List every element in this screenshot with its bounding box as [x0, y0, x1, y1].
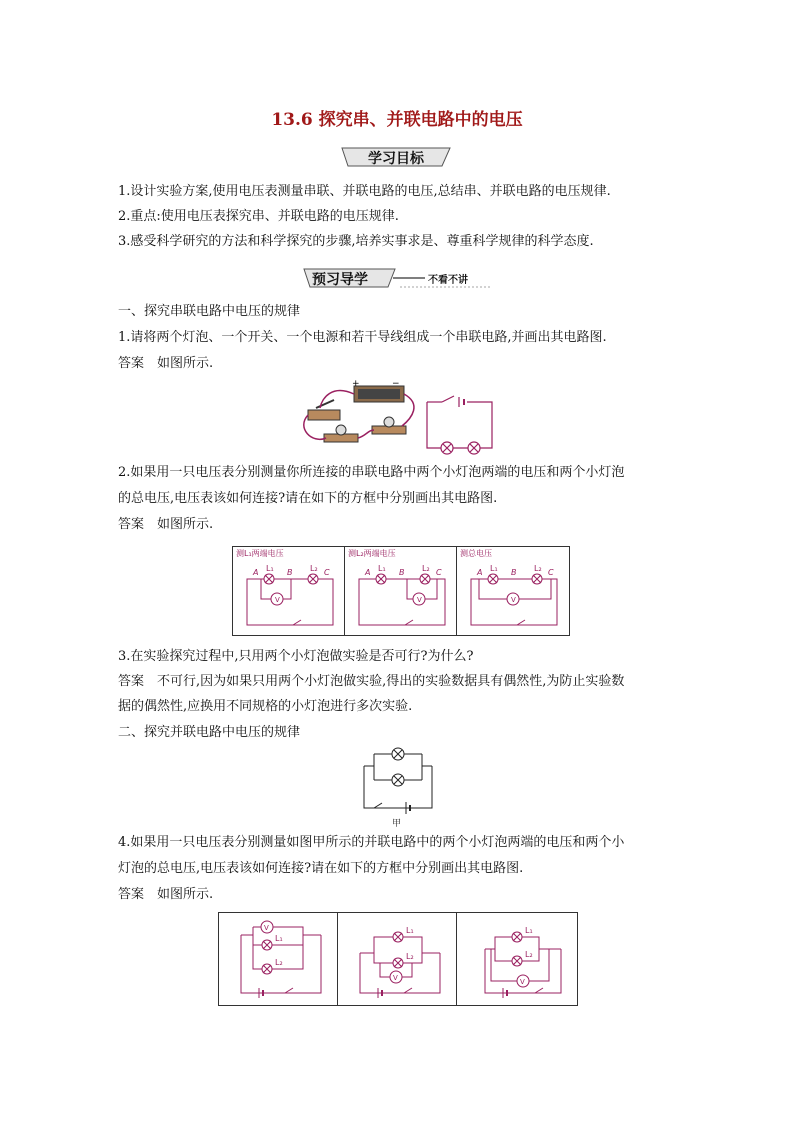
answer-1: 答案 如图所示. — [118, 356, 214, 371]
preview-banner — [300, 265, 496, 291]
svg-text:+: + — [352, 379, 360, 389]
series-schematic — [427, 396, 492, 454]
svg-text:L₂: L₂ — [406, 952, 414, 961]
panel-l1 — [233, 547, 345, 635]
panel-l2-circuit — [345, 547, 456, 635]
svg-text:L₂: L₂ — [275, 958, 283, 967]
goal-2: 2.重点:使用电压表探究串、并联电路的电压规律. — [118, 209, 399, 224]
goals-banner — [338, 144, 454, 170]
svg-text:B: B — [511, 568, 517, 577]
parallel-panel-1 — [219, 913, 338, 1005]
svg-text:B: B — [399, 568, 405, 577]
answer-3-line-1: 答案 不可行,因为如果只用两个小灯泡做实验,得出的实验数据具有偶然性,为防止实验数 — [118, 674, 625, 689]
svg-text:V: V — [393, 974, 398, 982]
svg-text:C: C — [324, 568, 330, 577]
figure-jia-caption: 甲 — [392, 819, 402, 828]
answer-3-line-2: 据的偶然性,应换用不同规格的小灯泡进行多次实验. — [118, 699, 413, 714]
bulb-photo-2 — [372, 417, 406, 434]
svg-text:V: V — [264, 924, 269, 932]
svg-text:C: C — [436, 568, 442, 577]
svg-text:V: V — [511, 596, 516, 604]
svg-text:L₁: L₁ — [275, 934, 283, 943]
svg-text:L₁: L₁ — [378, 564, 386, 573]
parallel-panel-1-circuit — [219, 913, 337, 1005]
battery-photo — [352, 379, 404, 402]
question-4-line-1: 4.如果用一只电压表分别测量如图甲所示的并联电路中的两个小灯泡两端的电压和两个小 — [118, 835, 625, 850]
svg-text:C: C — [548, 568, 554, 577]
parallel-panel-2 — [338, 913, 457, 1005]
panel-l1-label: 测L₁两端电压 — [236, 549, 284, 558]
svg-text:L₁: L₁ — [490, 564, 498, 573]
svg-text:L₂: L₂ — [310, 564, 318, 573]
parallel-panel-2-circuit — [338, 913, 456, 1005]
panel-total-label: 测总电压 — [460, 549, 492, 558]
goal-3: 3.感受科学研究的方法和科学探究的步骤,培养实事求是、尊重科学规律的科学态度. — [118, 234, 594, 249]
panel-l2-label: 测L₂两端电压 — [348, 549, 396, 558]
panel-l2 — [345, 547, 457, 635]
svg-text:A: A — [253, 568, 259, 577]
parallel-panel-3-circuit — [457, 913, 577, 1005]
parallel-panel-3 — [457, 913, 577, 1005]
svg-text:L₂: L₂ — [422, 564, 430, 573]
svg-text:A: A — [365, 568, 371, 577]
svg-text:L₁: L₁ — [406, 926, 414, 935]
page-title: 13.6 探究串、并联电路中的电压 — [271, 110, 523, 130]
switch-photo — [308, 400, 340, 420]
bulb-photo-1 — [324, 425, 358, 442]
panel-total-circuit — [457, 547, 569, 635]
question-2-line-1: 2.如果用一只电压表分别测量你所连接的串联电路中两个小灯泡两端的电压和两个小灯泡 — [118, 465, 625, 480]
parallel-circuit-jia — [360, 746, 436, 828]
series-circuit-figure — [292, 378, 522, 458]
goal-1: 1.设计实验方案,使用电压表测量串联、并联电路的电压,总结串、并联电路的电压规律. — [118, 184, 611, 199]
svg-text:−: − — [392, 379, 400, 389]
svg-text:A: A — [477, 568, 483, 577]
svg-text:V: V — [417, 596, 422, 604]
svg-text:L₁: L₁ — [266, 564, 274, 573]
svg-text:L₂: L₂ — [525, 950, 533, 959]
svg-text:V: V — [520, 978, 525, 986]
preview-banner-sub: 不看不讲 — [428, 275, 468, 286]
answer-2: 答案 如图所示. — [118, 517, 214, 532]
goals-banner-label: 学习目标 — [368, 151, 424, 167]
section-1-heading: 一、探究串联电路中电压的规律 — [118, 304, 301, 319]
question-2-line-2: 的总电压,电压表该如何连接?请在如下的方框中分别画出其电路图. — [118, 491, 498, 506]
svg-text:B: B — [287, 568, 293, 577]
parallel-voltage-panels — [218, 912, 578, 1006]
series-voltage-panels — [232, 546, 570, 636]
answer-4: 答案 如图所示. — [118, 887, 214, 902]
svg-text:L₂: L₂ — [534, 564, 542, 573]
panel-l1-circuit — [233, 547, 344, 635]
section-2-heading: 二、探究并联电路中电压的规律 — [118, 725, 301, 740]
svg-text:L₁: L₁ — [525, 926, 533, 935]
panel-total — [457, 547, 569, 635]
preview-banner-main: 预习导学 — [312, 272, 368, 288]
question-4-line-2: 灯泡的总电压,电压表该如何连接?请在如下的方框中分别画出其电路图. — [118, 861, 524, 876]
question-3: 3.在实验探究过程中,只用两个小灯泡做实验是否可行?为什么? — [118, 649, 474, 664]
question-1: 1.请将两个灯泡、一个开关、一个电源和若干导线组成一个串联电路,并画出其电路图. — [118, 330, 607, 345]
svg-text:V: V — [275, 596, 280, 604]
